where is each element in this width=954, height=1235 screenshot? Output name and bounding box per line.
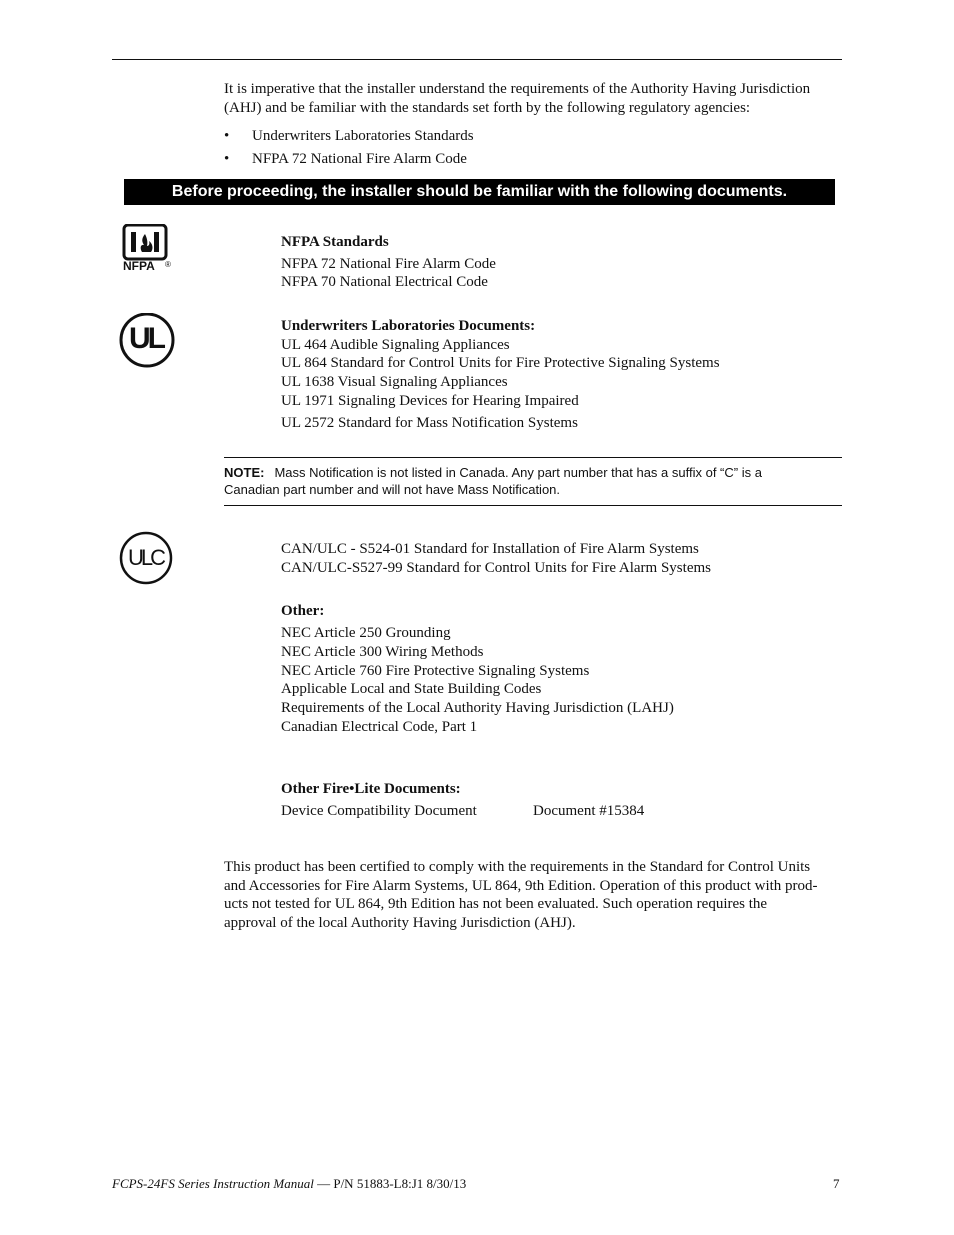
nfpa-item: NFPA 72 National Fire Alarm Code: [281, 256, 496, 272]
ulc-logo: [119, 531, 173, 585]
bullet-symbol: •: [224, 151, 230, 167]
note-line-1: Mass Notification is not listed in Canada. Any part number that has a suffix of “C” is a: [274, 465, 762, 480]
intro-line-2: (AHJ) and be familiar with the standards set forth by the following regulatory agencies:: [224, 100, 751, 116]
certification-line: and Accessories for Fire Alarm Systems, UL 864, 9th Edition. Operation of this product with prod-: [224, 878, 818, 894]
other-item: NEC Article 300 Wiring Methods: [281, 644, 484, 660]
ul-item: UL 864 Standard for Control Units for Fire Protective Signaling Systems: [281, 355, 720, 371]
other-heading: Other:: [281, 603, 325, 619]
other-item: Requirements of the Local Authority Having Jurisdiction (LAHJ): [281, 700, 674, 716]
nfpa-heading: NFPA Standards: [281, 234, 389, 250]
firelite-doc-name: Device Compatibility Document: [281, 803, 477, 819]
ul-logo-text: UL: [129, 322, 163, 355]
footer-part-number: — P/N 51883-L8:J1 8/30/13: [313, 1176, 467, 1191]
firelite-heading: Other Fire•Lite Documents:: [281, 781, 461, 797]
other-item: Canadian Electrical Code, Part 1: [281, 719, 478, 735]
ulc-logo-text: ULC: [128, 545, 164, 570]
note-top-rule: [224, 457, 842, 458]
other-item: Applicable Local and State Building Codes: [281, 681, 542, 697]
note-line-2: Canadian part number and will not have Mass Notification.: [224, 482, 561, 497]
bullet-symbol: •: [224, 128, 230, 144]
page-number: 7: [833, 1176, 840, 1191]
firelite-doc-number: Document #15384: [533, 803, 645, 819]
ul-item: UL 464 Audible Signaling Appliances: [281, 337, 510, 353]
nfpa-logo-text: NFPA: [123, 259, 155, 273]
certification-line: ucts not tested for UL 864, 9th Edition has not been evaluated. Such operation requires the: [224, 896, 768, 912]
footer-manual-info: [112, 1174, 466, 1193]
ul-item: UL 1971 Signaling Devices for Hearing Impaired: [281, 393, 579, 409]
ul-heading: Underwriters Laboratories Documents:: [281, 318, 536, 334]
ul-item: UL 1638 Visual Signaling Appliances: [281, 374, 508, 390]
certification-line: This product has been certified to comply with the requirements in the Standard for Control Units: [224, 859, 811, 875]
mass-notification-note: [224, 464, 834, 498]
ulc-item: CAN/ULC-S527-99 Standard for Control Units for Fire Alarm Systems: [281, 560, 711, 576]
ulc-item: CAN/ULC - S524-01 Standard for Installation of Fire Alarm Systems: [281, 541, 699, 557]
other-item: NEC Article 760 Fire Protective Signaling Systems: [281, 663, 590, 679]
footer-title: FCPS-24FS Series Instruction Manual: [112, 1176, 314, 1191]
ul-logo: [119, 313, 177, 369]
note-bottom-rule: [224, 505, 842, 506]
bullet-item: NFPA 72 National Fire Alarm Code: [252, 151, 467, 167]
top-rule: [112, 59, 842, 60]
documents-banner: Before proceeding, the installer should be familiar with the following documents.: [124, 179, 835, 205]
intro-line-1: It is imperative that the installer understand the requirements of the Authority Having Jurisdiction: [224, 81, 811, 97]
registered-mark: ®: [165, 260, 171, 269]
bullet-item: Underwriters Laboratories Standards: [252, 128, 474, 144]
nfpa-logo: [121, 224, 175, 276]
other-item: NEC Article 250 Grounding: [281, 625, 451, 641]
nfpa-item: NFPA 70 National Electrical Code: [281, 274, 488, 290]
note-label: NOTE:: [224, 465, 265, 480]
ul-item: UL 2572 Standard for Mass Notification Systems: [281, 415, 578, 431]
certification-line: approval of the local Authority Having Jurisdiction (AHJ).: [224, 915, 576, 931]
